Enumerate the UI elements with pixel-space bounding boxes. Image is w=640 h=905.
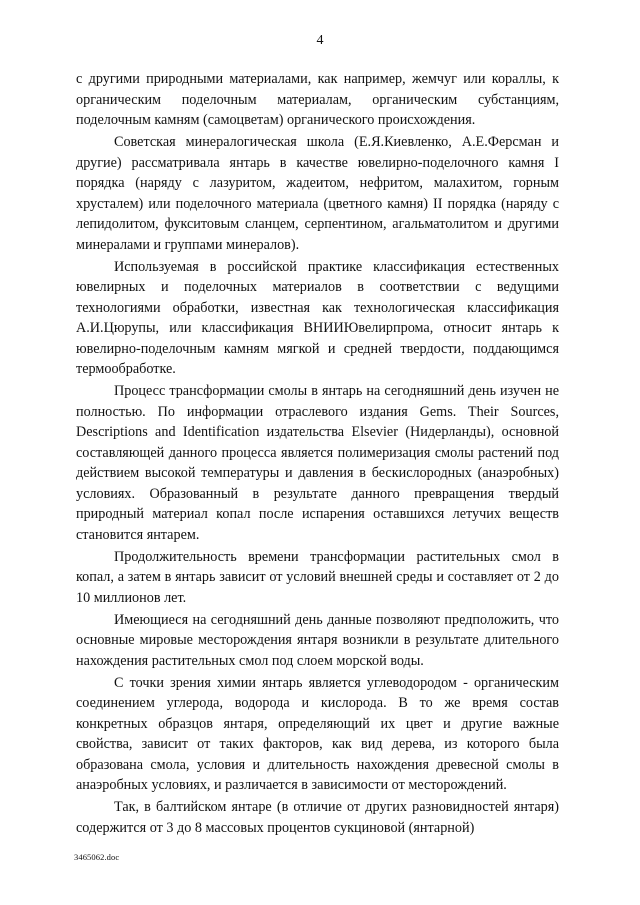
paragraph-classification: Используемая в российской практике классификация естественных ювелирных и поделочных материалов в соответствии с ведущими технологиями обработки, известная как технологическая классификация А.И.Цюрупы, или классификация ВНИИЮвелирпрома, относит янтарь к ювелирно-поделочным камням мягкой и средней твердости, поддающимся термообработке. xyxy=(76,258,559,377)
paragraph-duration: Продолжительность времени трансформации растительных смол в копал, а затем в янтарь зависит от условий внешней среды и составляет от 2 до 10 миллионов лет. xyxy=(76,548,559,606)
paragraph-deposits: Имеющиеся на сегодняшний день данные позволяют предположить, что основные мировые месторождения янтаря возникли в результате длительного нахождения растительных смол под слоем морской воды. xyxy=(76,611,559,669)
body-text xyxy=(76,69,559,840)
paragraph-transformation-process: Процесс трансформации смолы в янтарь на сегодняшний день изучен не полностью. По информации отраслевого издания Gems. Their Sources, Descriptions and Identification издательства Elsevier (Нидерланды), основной составляющей данного процесса является полимеризация смолы растений под действием высокой температуры и давления в бескислородных (анаэробных) условиях. Образованный в результате данного превращения твердый природный материал копал после испарения оставшихся летучих веществ становится янтарем. xyxy=(76,383,559,543)
page-number: 4 xyxy=(316,33,324,48)
footer-filename: 3465062.doc xyxy=(74,852,120,862)
paragraph-continuation: с другими природными материалами, как например, жемчуг или кораллы, к органическим поделочным материалам, органическим субстанциям, поделочным камням (самоцветам) органического происхождения. xyxy=(76,71,559,128)
paragraph-mineralogical-school: Советская минералогическая школа (Е.Я.Киевленко, А.Е.Ферсман и другие) рассматривала янтарь в качестве ювелирно-поделочного камня I порядка (наряду с лазуритом, жадеитом, нефритом, малахитом, горным хрусталем) или поделочного материала (цветного камня) II порядка (наряду с лепидолитом, фукситовым сланцем, серпентином, агальматолитом и другими минералами и группами минералов). xyxy=(76,134,559,253)
paragraph-baltic-amber: Так, в балтийском янтаре (в отличие от других разновидностей янтаря) содержится от 3 до 8 массовых процентов сукциновой (янтарной) xyxy=(76,799,559,836)
paragraph-chemistry: С точки зрения химии янтарь является углеводородом - органическим соединением углерода, водорода и кислорода. В то же время состав конкретных образцов янтаря, определяющий их цвет и другие важные свойства, зависит от таких факторов, как вид дерева, из которого была образована смола, условия и длительность нахождения древесной смолы в анаэробных условиях, и различается в зависимости от месторождений. xyxy=(76,674,559,793)
